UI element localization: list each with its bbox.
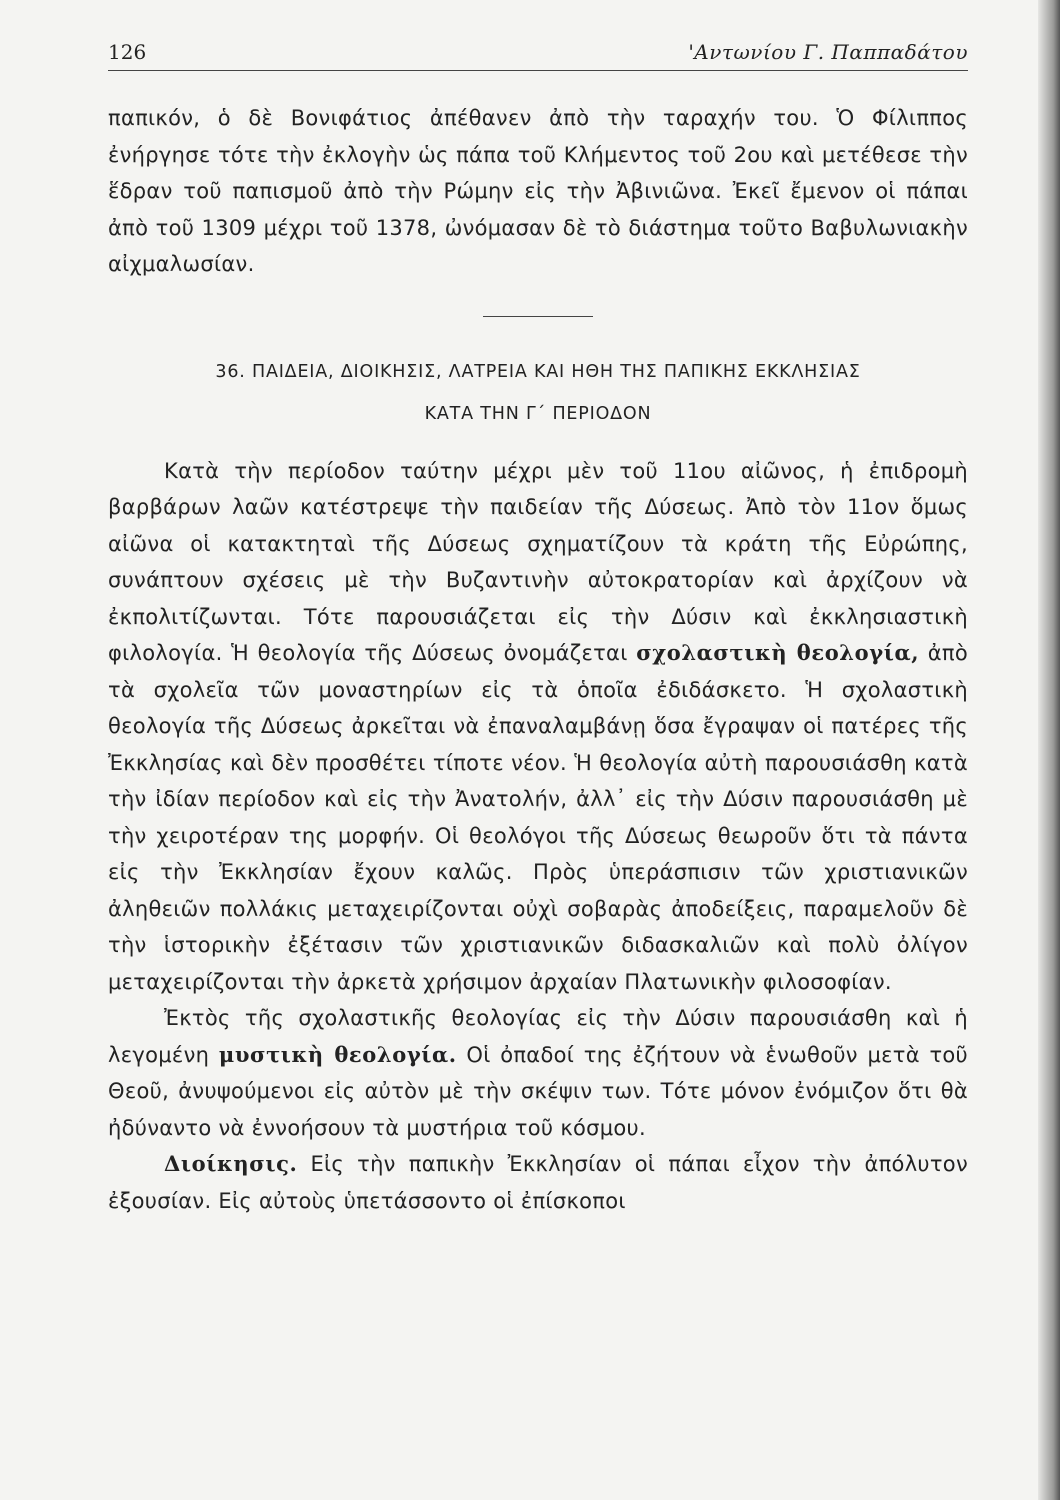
paragraph-mystic-part1: Ἐκτὸς τῆς σχολαστικῆς θεολογίας εἰς τὴν Δύσιν παρουσιάσθη καὶ ἡ λεγομένη [108, 1006, 968, 1067]
page-edge-shadow [1038, 0, 1060, 1500]
page-number: 126 [108, 40, 147, 64]
term-mystic-theology: μυστικὴ θεολογία. [218, 1041, 457, 1067]
running-head: 'Αντωνίου Γ. Παππαδάτου [688, 40, 968, 64]
intro-paragraph: παπικόν, ὁ δὲ Βονιφάτιος ἀπέθανεν ἀπὸ τὴν ταραχήν του. Ὁ Φίλιππος ἐνήργησε τότε τὴν ἐκλογὴν ὡς πάπα τοῦ Κλήμεντος τοῦ 2ου καὶ μετέθεσε τὴν ἕδραν τοῦ παπισμοῦ ἀπὸ τὴν Ρώμην εἰς τὴν Ἀβινιῶνα. Ἐκεῖ ἔμενον οἱ πάπαι ἀπὸ τοῦ 1309 μέχρι τοῦ 1378, ὠνόμασαν δὲ τὸ διάστημα τοῦτο Βαβυλωνιακὴν αἰχμαλωσίαν. [108, 106, 968, 276]
paragraph-administration [108, 1146, 968, 1219]
section-heading [108, 351, 968, 435]
paragraph-education-part1: Κατὰ τὴν περίοδον ταύτην μέχρι μὲν τοῦ 11ου αἰῶνος, ἡ ἐπιδρομὴ βαρβάρων λαῶν κατέστρεψε τὴν παιδείαν τῆς Δύσεως. Ἀπὸ τὸν 11ον ὅμως αἰῶνα οἱ κατακτηταὶ τῆς Δύσεως σχηματίζουν τὰ κράτη τῆς Εὐρώπης, συνάπτουν σχέσεις μὲ τὴν Βυζαντινὴν αὐτοκρατορίαν καὶ ἀρχίζουν νὰ ἐκπολιτίζωνται. Τότε παρουσιάζεται εἰς τὴν Δύσιν καὶ ἐκκλησιαστικὴ φιλολογία. Ἡ θεολογία τῆς Δύσεως ὀνομάζεται [108, 458, 968, 665]
paragraph-mystic-part2: Οἱ ὀπαδοί της ἐζήτουν νὰ ἑνωθοῦν μετὰ τοῦ Θεοῦ, ἀνυψούμενοι εἰς αὐτὸν μὲ τὴν σκέψιν των. Τότε μόνον ἐνόμιζον ὅτι θὰ ἠδύναντο νὰ ἐννοήσουν τὰ μυστήρια τοῦ κόσμου. [108, 1042, 969, 1140]
paragraph-education-part2: ἀπὸ τὰ σχολεῖα τῶν μοναστηρίων εἰς τὰ ὁποῖα ἐδιδάσκετο. Ἡ σχολαστικὴ θεολογία τῆς Δύσεως ἀρκεῖται νὰ ἐπαναλαμβάνῃ ὅσα ἔγραψαν οἱ πατέρες τῆς Ἐκκλησίας καὶ δὲν προσθέτει τίποτε νέον. Ἡ θεολογία αὐτὴ παρουσιάσθη κατὰ τὴν ἰδίαν περίοδον καὶ εἰς τὴν Ἀνατολήν, ἀλλ᾽ εἰς τὴν Δύσιν παρουσιάσθη μὲ τὴν χειροτέραν της μορφήν. Οἱ θεολόγοι τῆς Δύσεως θεωροῦν ὅτι τὰ πάντα εἰς τὴν Ἐκκλησίαν ἔχουν καλῶς. Πρὸς ὑπεράσπισιν τῶν χριστιανικῶν ἀληθειῶν πολλάκις μεταχειρίζονται οὐχὶ σοβαρὰς ἀποδείξεις, παραμελοῦν δὲ τὴν ἱστορικὴν ἐξέτασιν τῶν χριστιανικῶν διδασκαλιῶν καὶ πολὺ ὀλίγον μεταχειρίζονται τὴν ἀρκετὰ χρήσιμον ἀρχαίαν Πλατωνικὴν φιλοσοφίαν. [108, 641, 968, 994]
paragraph-mystic [108, 1000, 968, 1146]
section-separator [483, 316, 593, 317]
page-content [108, 100, 968, 1219]
paragraph-administration-text: Εἰς τὴν παπικὴν Ἐκκλησίαν οἱ πάπαι εἶχον τὴν ἀπόλυτον ἐξουσίαν. Εἰς αὐτοὺς ὑπετάσσοντο οἱ ἐπίσκοποι [108, 1152, 968, 1213]
section-title-line1: 36. ΠΑΙΔΕΙΑ, ΔΙΟΙΚΗΣΙΣ, ΛΑΤΡΕΙΑ ΚΑΙ ΗΘΗ ΤΗΣ ΠΑΠΙΚΗΣ ΕΚΚΛΗΣΙΑΣ [215, 361, 861, 382]
page-header [108, 30, 968, 71]
paragraph-education [108, 453, 968, 1001]
term-administration: Διοίκησις. [164, 1151, 298, 1176]
term-scholastic-theology: σχολαστικὴ θεολογία, [636, 640, 920, 665]
section-title-line2: ΚΑΤΑ ΤΗΝ Γ΄ ΠΕΡΙΟΔΟΝ [424, 403, 652, 424]
